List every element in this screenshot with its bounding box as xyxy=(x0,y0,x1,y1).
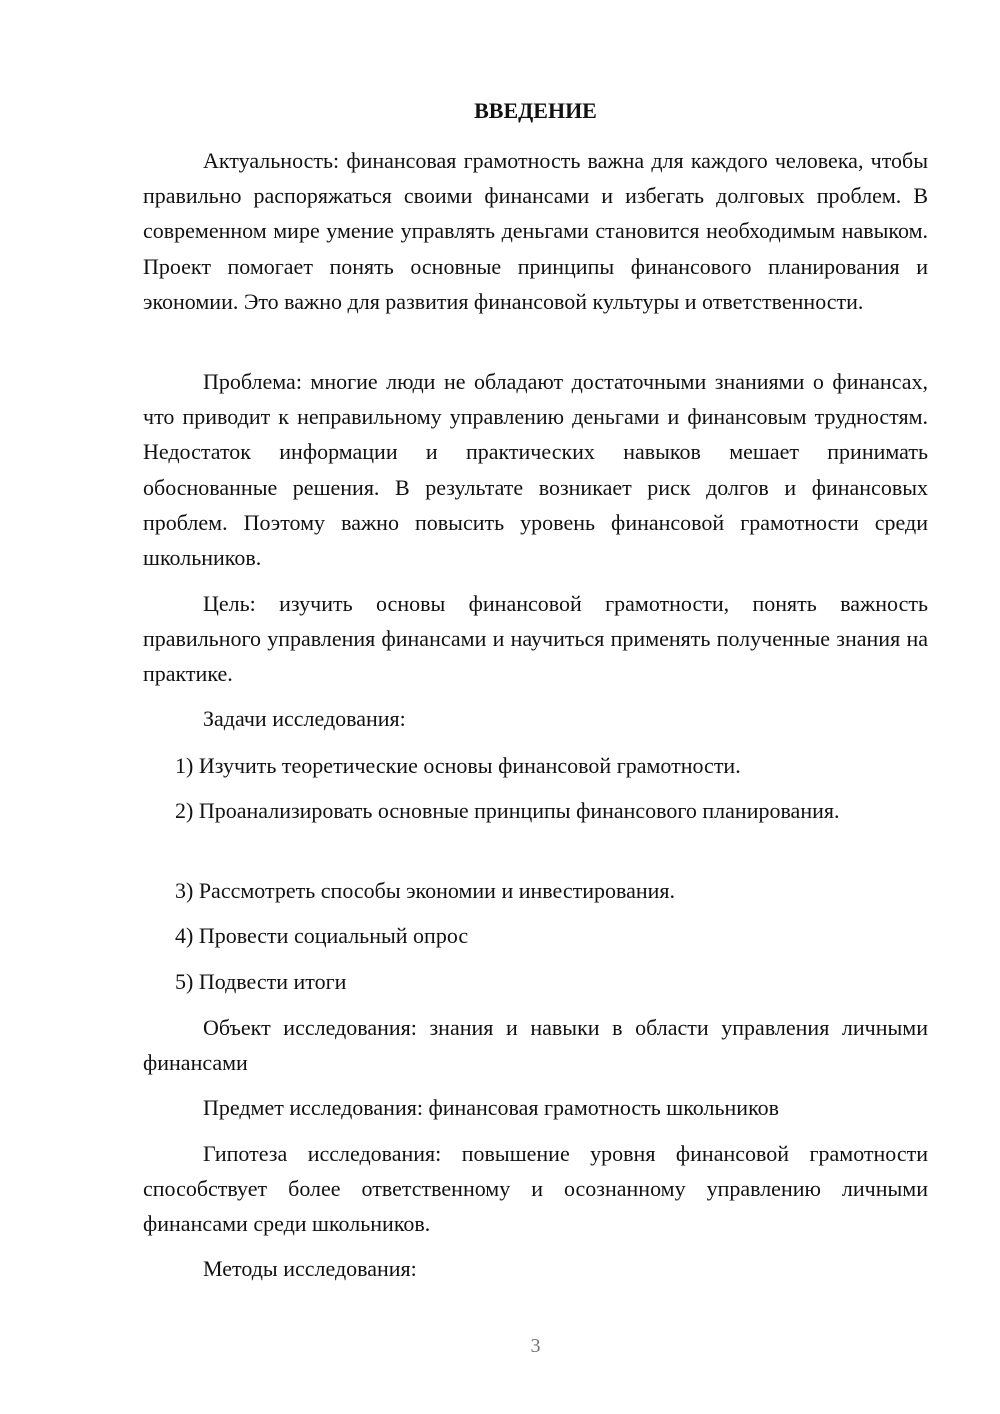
page-number: 3 xyxy=(530,1335,541,1357)
task-item-1: 1) Изучить теоретические основы финансовой грамотности. xyxy=(175,753,741,778)
task-item-2: 2) Проанализировать основные принципы финансового планирования. xyxy=(175,798,840,823)
hypothesis-paragraph: Гипотеза исследования: повышение уровня финансовой грамотности способствует более ответственному и осознанному управлению личными финансами среди школьников. xyxy=(143,1141,928,1237)
methods-heading: Методы исследования: xyxy=(203,1256,417,1281)
task-item-3: 3) Рассмотреть способы экономии и инвестирования. xyxy=(175,878,676,903)
problem-paragraph: Проблема: многие люди не обладают достаточными знаниями о финансах, что приводит к неправильному управлению деньгами и финансовым трудностям. Недостаток информации и практических навыков мешает принимать обоснованные решения. В результате возникает риск долгов и финансовых проблем. Поэтому важно повысить уровень финансовой грамотности среди школьников. xyxy=(143,369,928,571)
task-item-5: 5) Подвести итоги xyxy=(175,969,347,994)
task-item-4: 4) Провести социальный опрос xyxy=(175,923,469,948)
goal-paragraph: Цель: изучить основы финансовой грамотности, понять важность правильного управления финансами и научиться применять полученные знания на практике. xyxy=(143,591,928,687)
object-paragraph: Объект исследования: знания и навыки в области управления личными финансами xyxy=(143,1015,928,1076)
tasks-heading: Задачи исследования: xyxy=(203,706,406,731)
page-title: ВВЕДЕНИЕ xyxy=(474,98,597,123)
relevance-paragraph: Актуальность: финансовая грамотность важна для каждого человека, чтобы правильно распоряжаться своими финансами и избегать долговых проблем. В современном мире умение управлять деньгами становится необходимым навыком. Проект помогает понять основные принципы финансового планирования и экономии. Это важно для развития финансовой культуры и ответственности. xyxy=(143,148,928,314)
subject-paragraph: Предмет исследования: финансовая грамотность школьников xyxy=(203,1095,780,1120)
